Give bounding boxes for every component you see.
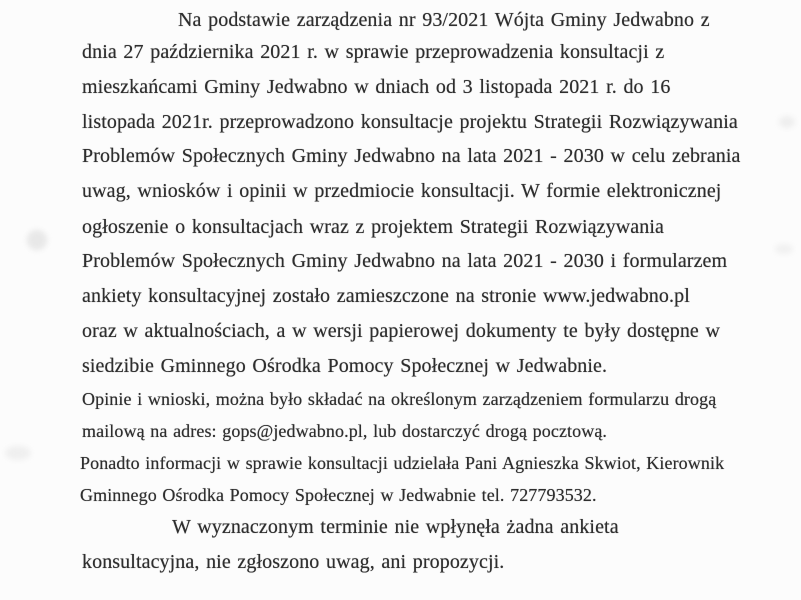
- doc-line-15: Gminnego Ośrodka Pomocy Społecznej w Jedwabnie tel. 727793532.: [80, 485, 597, 505]
- scan-artifact: [779, 116, 795, 128]
- doc-line-7: ogłoszenie o konsultacjach wraz z projektem Strategii Rozwiązywania: [82, 216, 664, 238]
- doc-line-17: konsultacyjna, nie zgłoszono uwag, ani propozycji.: [82, 551, 505, 573]
- doc-line-5: Problemów Społecznych Gminy Jedwabno na lata 2021 - 2030 w celu zebrania: [82, 145, 741, 167]
- scan-artifact: [775, 244, 793, 254]
- doc-line-6: uwag, wniosków i opinii w przedmiocie konsultacji. W formie elektronicznej: [82, 180, 722, 202]
- doc-line-3: mieszkańcami Gminy Jedwabno w dniach od 3 listopada 2021 r. do 16: [82, 76, 671, 98]
- scan-artifact: [5, 446, 31, 460]
- doc-line-8: Problemów Społecznych Gminy Jedwabno na lata 2021 - 2030 i formularzem: [82, 250, 728, 272]
- doc-line-13: mailową na adres: gops@jedwabno.pl, lub dostarczyć drogą pocztową.: [82, 421, 608, 441]
- doc-line-16: W wyznaczonym terminie nie wpłynęła żadna ankieta: [172, 516, 619, 538]
- doc-line-12: Opinie i wnioski, można było składać na określonym zarządzeniem formularzu drogą: [82, 389, 717, 409]
- doc-line-11: siedzibie Gminnego Ośrodka Pomocy Społecznej w Jedwabnie.: [82, 355, 608, 377]
- doc-line-14: Ponadto informacji w sprawie konsultacji udzielała Pani Agnieszka Skwiot, Kierownik: [80, 453, 725, 473]
- doc-line-9: ankiety konsultacyjnej zostało zamieszczone na stronie www.jedwabno.pl: [82, 285, 690, 307]
- doc-line-1: Na podstawie zarządzenia nr 93/2021 Wójta Gminy Jedwabno z: [178, 9, 710, 31]
- doc-line-2: dnia 27 października 2021 r. w sprawie przeprowadzenia konsultacji z: [82, 41, 665, 63]
- doc-line-4: listopada 2021r. przeprowadzono konsultacje projektu Strategii Rozwiązywania: [82, 111, 738, 133]
- scan-artifact: [23, 226, 51, 254]
- doc-line-10: oraz w aktualnościach, a w wersji papierowej dokumenty te były dostępne w: [82, 320, 721, 342]
